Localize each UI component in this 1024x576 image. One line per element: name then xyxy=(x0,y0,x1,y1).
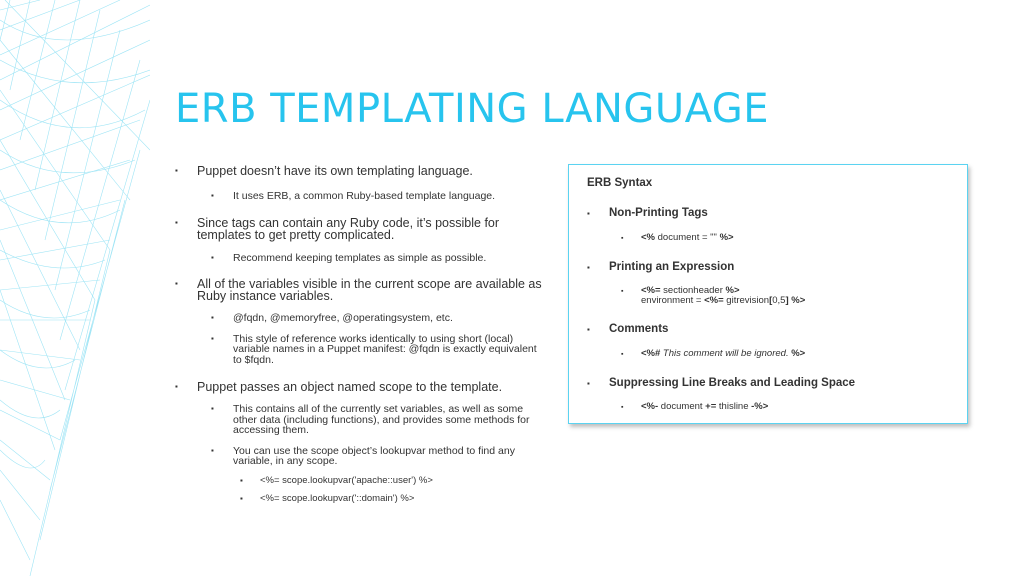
bullet-2a: ▪ Recommend keeping templates as simple as possible. xyxy=(175,253,545,264)
section-suppressing: ▪ Suppressing Line Breaks and Leading Space xyxy=(587,377,855,389)
section-comments: ▪ Comments xyxy=(587,323,668,335)
non-printing-example: ▪ <% document = "" %> xyxy=(621,233,734,243)
bullet-2: ▪ Since tags can contain any Ruby code, it’s possible for templates to get pretty complicated. xyxy=(175,217,545,241)
comments-example: ▪ <%# This comment will be ignored. %> xyxy=(621,349,805,359)
erb-syntax-box xyxy=(568,164,968,424)
bullet-4: ▪ Puppet passes an object named scope to the template. xyxy=(175,381,545,393)
bullet-1: ▪ Puppet doesn’t have its own templating language. xyxy=(175,165,545,177)
page-title: ERB TEMPLATING LANGUAGE xyxy=(175,86,770,132)
bullet-3: ▪ All of the variables visible in the current scope are available as Ruby instance variables. xyxy=(175,278,545,302)
printing-example: ▪ <%= sectionheader %> environment = <%= gitrevision[0,5] %> xyxy=(621,286,805,306)
section-printing: ▪ Printing an Expression xyxy=(587,261,734,273)
wireframe-decoration xyxy=(0,0,150,576)
bullet-3b: ▪ This style of reference works identically to using short (local) variable names in a Puppet manifest: @fqdn is exactly equivalent to $fqdn. xyxy=(175,334,545,366)
bullet-4b2: ▪ <%= scope.lookupvar('::domain') %> xyxy=(175,494,545,504)
bullet-4b1: ▪ <%= scope.lookupvar('apache::user') %> xyxy=(175,476,545,486)
section-non-printing: ▪ Non-Printing Tags xyxy=(587,207,708,219)
suppressing-example: ▪ <%- document += thisline -%> xyxy=(621,402,768,412)
bullet-4b: ▪ You can use the scope object’s lookupvar method to find any variable, in any scope. xyxy=(175,446,545,467)
box-heading: ERB Syntax xyxy=(587,177,653,189)
left-content xyxy=(175,165,545,504)
bullet-4a: ▪ This contains all of the currently set variables, as well as some other data (including functions), and provides some methods for accessing them. xyxy=(175,404,545,436)
bullet-3a: ▪ @fqdn, @memoryfree, @operatingsystem, etc. xyxy=(175,313,545,324)
bullet-1a: ▪ It uses ERB, a common Ruby-based template language. xyxy=(175,191,545,202)
